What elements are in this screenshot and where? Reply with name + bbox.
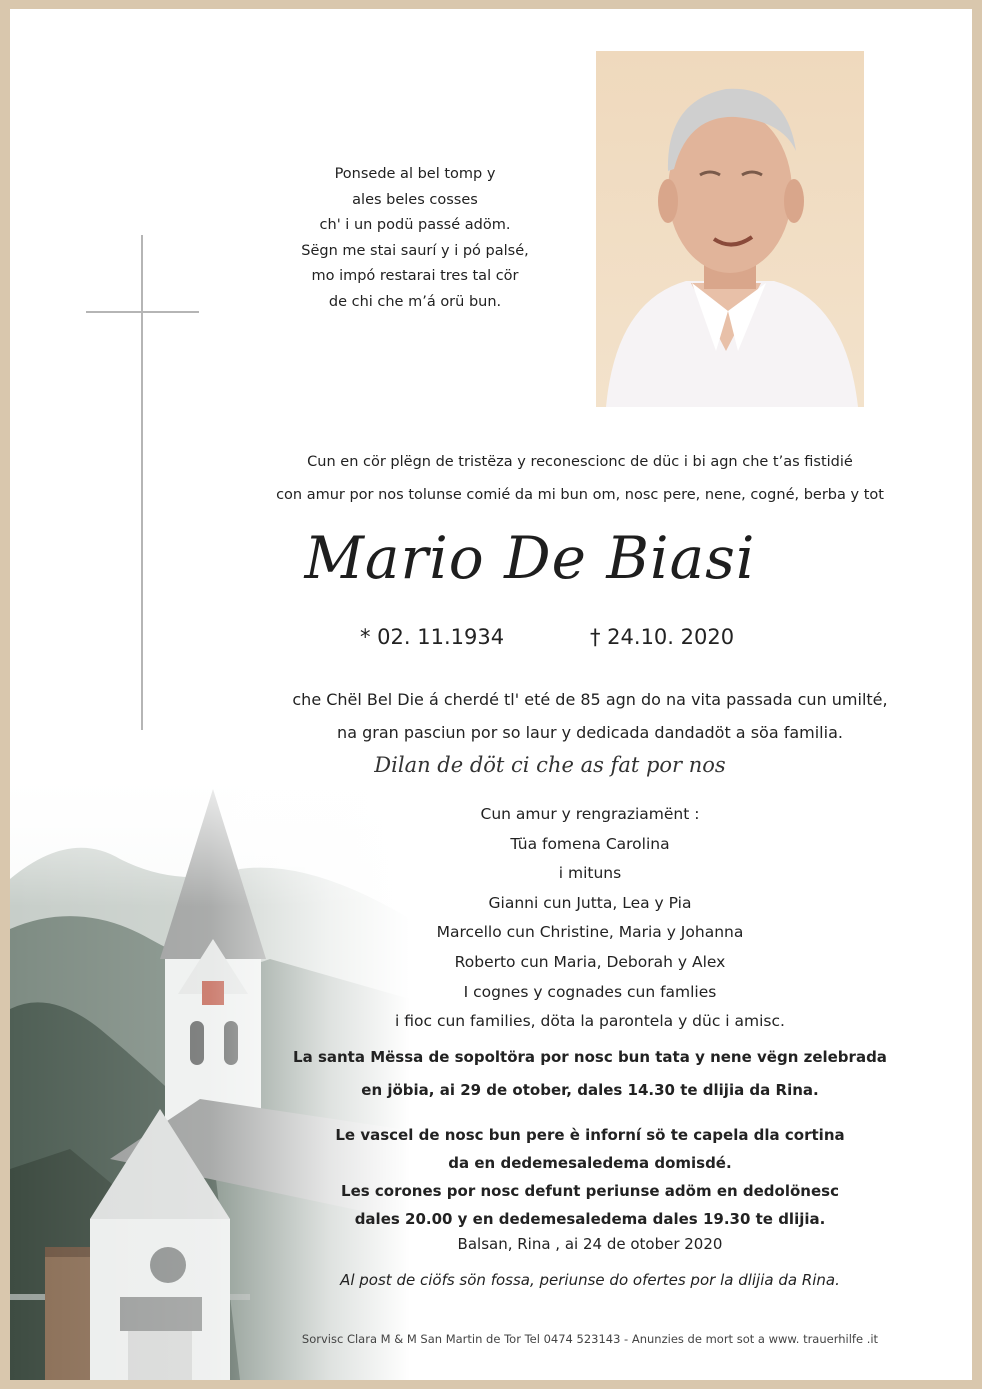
poem-line: ch' i un podü passé adöm.: [319, 217, 511, 234]
intro-line: Cun en cör plëgn de tristëza y reconescionc de düc i bi agn che t’as fistidié: [307, 454, 853, 470]
wake-line: Le vascel de nosc bun pere è inforní sö te capela dla cortina: [335, 1126, 845, 1144]
birth-date: * 02. 11.1934: [360, 625, 505, 649]
obituary-card: [10, 9, 972, 1380]
family-list: [240, 800, 940, 1037]
thanks-title: Dilan de döt ci che as fat por nos: [374, 753, 726, 777]
life-line: na gran pasciun por so laur y dedicada dandadöt a söa familia.: [337, 723, 843, 742]
family-line: Gianni cun Jutta, Lea y Pia: [488, 893, 692, 912]
family-line: Marcello cun Christine, Maria y Johanna: [436, 923, 744, 942]
poem-line: ales beles cosses: [352, 191, 478, 208]
wake-line: da en dedemesaledema domisdé.: [448, 1154, 732, 1172]
family-line: i mituns: [558, 864, 622, 883]
funeral-mass-info: [240, 1041, 940, 1107]
place-date: Balsan, Rina , ai 24 de otober 2020: [457, 1235, 723, 1253]
intro-line: con amur por nos tolunse comié da mi bun om, nosc pere, nene, cogné, berba y tot: [276, 487, 884, 503]
life-text: [210, 683, 970, 749]
family-line: Tüa fomena Carolina: [510, 834, 670, 853]
wake-info: [240, 1121, 940, 1233]
poem-line: Ponsede al bel tomp y: [334, 166, 496, 182]
family-line: Roberto cun Maria, Deborah y Alex: [454, 952, 726, 971]
mass-line: La santa Mëssa de sopoltöra por nosc bun tata y nene vëgn zelebrada: [293, 1048, 887, 1066]
donation-note: Al post de ciöfs sön fossa, periunse do ofertes por la dlijia da Rina.: [340, 1271, 840, 1289]
footer-credits: Sorvisc Clara M & M San Martin de Tor Tel 0474 523143 - Anunzies de mort sot a www. trauerhilfe .it: [301, 1332, 879, 1346]
family-line: I cognes y cognades cun famlies: [463, 982, 717, 1001]
intro-text: [180, 446, 972, 512]
deceased-name: Mario De Biasi: [304, 524, 756, 592]
wake-line: dales 20.00 y en dedemesaledema dales 19.30 te dlijia.: [354, 1210, 826, 1228]
poem-line: mo impó restarai tres tal cör: [311, 268, 519, 285]
death-date: † 24.10. 2020: [590, 625, 735, 649]
poem: [265, 162, 565, 316]
poem-line: Sëgn me stai saurí y i pó palsé,: [301, 242, 529, 259]
poem-line: de chi che m’á orü bun.: [328, 293, 502, 310]
family-line: Cun amur y rengraziamënt :: [480, 805, 700, 823]
portrait-photo: [596, 51, 864, 407]
family-line: i fioc cun families, döta la parontela y düc i amisc.: [395, 1012, 785, 1031]
wake-line: Les corones por nosc defunt periunse adöm en dedolönesc: [341, 1182, 839, 1200]
mass-line: en jöbia, ai 29 de otober, dales 14.30 te dlijia da Rina.: [361, 1081, 819, 1099]
life-line: che Chël Bel Die á cherdé tl' eté de 85 agn do na vita passada cun umilté,: [292, 690, 888, 709]
